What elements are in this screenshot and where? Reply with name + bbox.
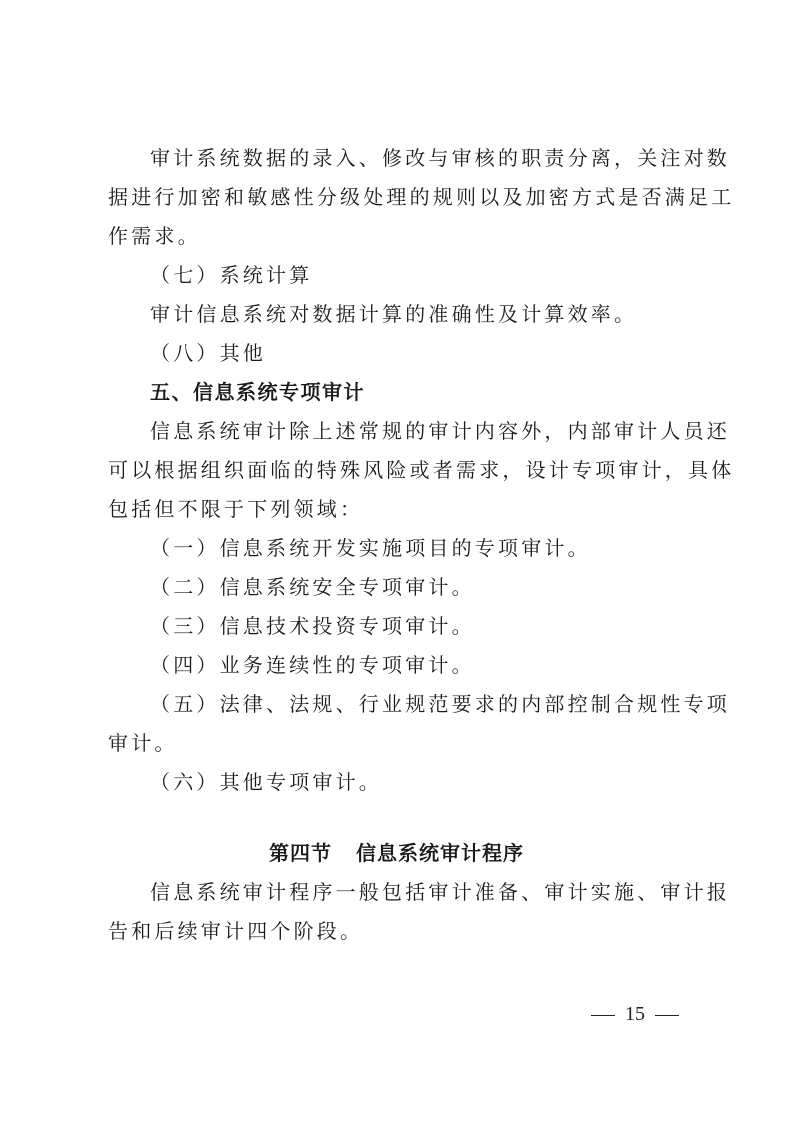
paragraph-line: 信息系统审计程序一般包括审计准备、审计实施、审计报 — [150, 880, 730, 904]
paragraph-line: 作需求。 — [108, 224, 201, 248]
paragraph-line: 信息系统审计除上述常规的审计内容外，内部审计人员还 — [150, 419, 730, 443]
list-item: （三）信息技术投资专项审计。 — [150, 614, 475, 638]
section-name: 信息系统审计程序 — [356, 841, 524, 865]
list-item: （六）其他专项审计。 — [150, 770, 382, 794]
dash-right — [655, 1015, 679, 1016]
heading-five: 五、信息系统专项审计 — [150, 380, 365, 404]
list-item: （五）法律、法规、行业规范要求的内部控制合规性专项 — [150, 692, 730, 716]
page-number — [580, 1000, 690, 1028]
list-item: （二）信息系统安全专项审计。 — [150, 575, 475, 599]
list-item: （四）业务连续性的专项审计。 — [150, 653, 475, 677]
subheading-seven: （七）系统计算 — [150, 263, 313, 287]
page-number-value: 15 — [625, 1003, 645, 1025]
paragraph-line: 告和后续审计四个阶段。 — [108, 919, 364, 943]
paragraph-line: 包括但不限于下列领域： — [108, 497, 364, 521]
paragraph-line: 审计信息系统对数据计算的准确性及计算效率。 — [150, 302, 638, 326]
subheading-eight: （八）其他 — [150, 341, 266, 365]
list-item: （一）信息系统开发实施项目的专项审计。 — [150, 536, 591, 560]
paragraph-line: 据进行加密和敏感性分级处理的规则以及加密方式是否满足工 — [108, 185, 735, 209]
section-number: 第四节 — [269, 841, 332, 865]
section-title — [0, 839, 793, 867]
dash-left — [591, 1015, 615, 1016]
paragraph-line: 可以根据组织面临的特殊风险或者需求，设计专项审计，具体 — [108, 458, 735, 482]
paragraph-line: 审计系统数据的录入、修改与审核的职责分离，关注对数 — [150, 146, 730, 170]
list-item-continuation: 审计。 — [108, 731, 178, 755]
